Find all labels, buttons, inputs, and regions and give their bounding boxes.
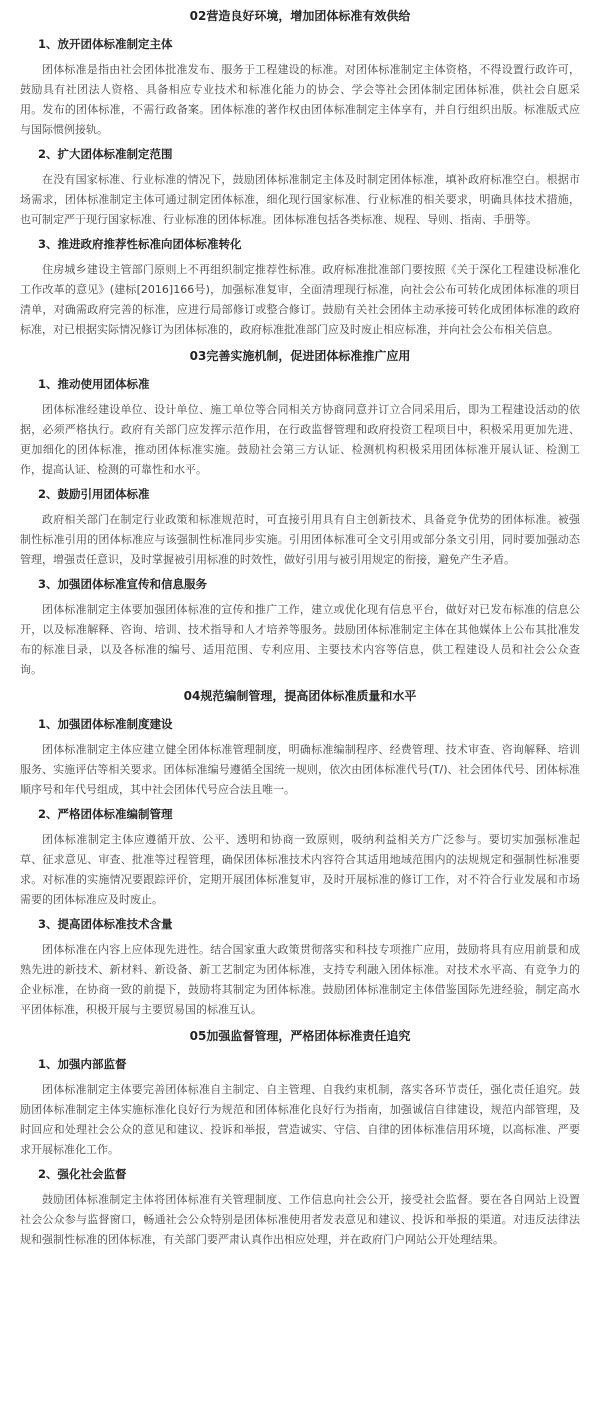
- section-item: [18, 804, 582, 910]
- section-title: 04规范编制管理，提高团体标准质量和水平: [183, 689, 417, 703]
- item-title: 2、强化社会监督: [38, 1167, 127, 1181]
- section-02: [18, 4, 582, 340]
- item-body: 政府相关部门在制定行业政策和标准规范时，可直接引用具有自主创新技术、具备竞争优势的团体标准。被强制性标准引用的团体标准应与该强制性标准同步实施。引用团体标准可全文引用或部分条文引用，同时要加强动态管理，增强责任意识，及时掌握被引用标准的时效性，做好引用与被引用规定的衔接，避免产生矛盾。: [20, 513, 580, 566]
- section-05: [18, 1024, 582, 1250]
- item-body: 在没有国家标准、行业标准的情况下，鼓励团体标准制定主体及时制定团体标准，填补政府标准空白。根据市场需求，团体标准制定主体可通过制定团体标准，细化现行国家标准、行业标准的相关要求，明确具体技术措施，也可制定严于现行国家标准、行业标准的团体标准。团体标准包括各类标准、规程、导则、指南、手册等。: [20, 173, 580, 226]
- section-item: [18, 374, 582, 480]
- section-item: [18, 34, 582, 140]
- section-item: [18, 144, 582, 230]
- section-item: [18, 484, 582, 570]
- section-title: 02营造良好环境，增加团体标准有效供给: [189, 9, 411, 23]
- section-item: [18, 714, 582, 800]
- item-title: 1、放开团体标准制定主体: [38, 37, 173, 51]
- section-title: 03完善实施机制，促进团体标准推广应用: [189, 349, 411, 363]
- section-item: [18, 1164, 582, 1250]
- item-body: 团体标准在内容上应体现先进性。结合国家重大政策贯彻落实和科技专项推广应用，鼓励将具有应用前景和成熟先进的新技术、新材料、新设备、新工艺制定为团体标准，支持专利融入团体标准。对技术水平高、有竞争力的企业标准，在协商一致的前提下，鼓励将其制定为团体标准。鼓励团体标准制定主体借鉴国际先进经验，制定高水平团体标准，积极开展与主要贸易国的标准互认。: [20, 943, 580, 1016]
- section-item: [18, 914, 582, 1020]
- section-04: [18, 684, 582, 1020]
- item-title: 2、扩大团体标准制定范围: [38, 147, 173, 161]
- item-body: 团体标准制定主体要完善团体标准自主制定、自主管理、自我约束机制，落实各环节责任，强化责任追究。鼓励团体标准制定主体实施标准化良好行为规范和团体标准化良好行为指南，加强诚信自律建设，规范内部管理，及时回应和处理社会公众的意见和建议、投诉和举报，营造诚实、守信、自律的团体标准信用环境，以高标准、严要求开展标准化工作。: [20, 1083, 580, 1156]
- item-body: 鼓励团体标准制定主体将团体标准有关管理制度、工作信息向社会公开，接受社会监督。要在各自网站上设置社会公众参与监督窗口，畅通社会公众特别是团体标准使用者发表意见和建议、投诉和举报的渠道。对违反法律法规和强制性标准的团体标准，有关部门要严肃认真作出相应处理，并在政府门户网站公开处理结果。: [20, 1193, 580, 1246]
- item-title: 2、鼓励引用团体标准: [38, 487, 150, 501]
- item-title: 3、加强团体标准宣传和信息服务: [38, 577, 207, 591]
- item-body: 住房城乡建设主管部门原则上不再组织制定推荐性标准。政府标准批准部门要按照《关于深化工程建设标准化工作改革的意见》(建标[2016]166号)，加强标准复审，全面清理现行标准，向社会公布可转化成团体标准的项目清单，对确需政府完善的标准，应进行局部修订或整合修订。鼓励有关社会团体主动承接可转化成团体标准的政府标准，对已根据实际情况修订为团体标准的，政府标准批准部门应及时废止相应标准，并向社会公布相关信息。: [20, 263, 580, 336]
- item-title: 1、推动使用团体标准: [38, 377, 150, 391]
- section-title: 05加强监督管理，严格团体标准责任追究: [189, 1029, 411, 1043]
- item-body: 团体标准制定主体应建立健全团体标准管理制度，明确标准编制程序、经费管理、技术审查、咨询解释、培训服务、实施评估等相关要求。团体标准编号遵循全国统一规则，依次由团体标准代号(T/)、社会团体代号、团体标准顺序号和年代号组成，其中社会团体代号应合法且唯一。: [20, 743, 580, 796]
- section-item: [18, 574, 582, 680]
- item-title: 2、严格团体标准编制管理: [38, 807, 173, 821]
- item-body: 团体标准制定主体应遵循开放、公平、透明和协商一致原则，吸纳利益相关方广泛参与。要切实加强标准起草、征求意见、审查、批准等过程管理，确保团体标准技术内容符合其适用地域范围内的法规规定和强制性标准要求。对标准的实施情况要跟踪评价，定期开展团体标准复审，及时开展标准的修订工作，对不符合行业发展和市场需要的团体标准应及时废止。: [20, 833, 580, 906]
- item-title: 3、推进政府推荐性标准向团体标准转化: [38, 237, 242, 251]
- item-body: 团体标准是指由社会团体批准发布、服务于工程建设的标准。对团体标准制定主体资格，不得设置行政许可，鼓励具有社团法人资格、具备相应专业技术和标准化能力的协会、学会等社会团体制定团体标准，供社会自愿采用。发布的团体标准，不需行政备案。团体标准的著作权由团体标准制定主体享有，并自行组织出版。标准版式应与国际惯例接轨。: [20, 63, 580, 136]
- section-03: [18, 344, 582, 680]
- item-title: 1、加强团体标准制度建设: [38, 717, 173, 731]
- section-item: [18, 234, 582, 340]
- item-body: 团体标准制定主体要加强团体标准的宣传和推广工作，建立或优化现有信息平台，做好对已发布标准的信息公开，以及标准解释、咨询、培训、技术指导和人才培养等服务。鼓励团体标准制定主体在其他媒体上公布其批准发布的标准目录，以及各标准的编号、适用范围、专利应用、主要技术内容等信息，供工程建设人员和社会公众查询。: [20, 603, 580, 676]
- item-title: 1、加强内部监督: [38, 1057, 127, 1071]
- item-body: 团体标准经建设单位、设计单位、施工单位等合同相关方协商同意并订立合同采用后，即为工程建设活动的依据，必须严格执行。政府有关部门应发挥示范作用，在行政监督管理和政府投资工程项目中，积极采用更加先进、更加细化的团体标准，推动团体标准实施。鼓励社会第三方认证、检测机构积极采用团体标准开展认证、检测工作，提高认证、检测的可靠性和水平。: [20, 403, 580, 476]
- section-item: [18, 1054, 582, 1160]
- item-title: 3、提高团体标准技术含量: [38, 917, 173, 931]
